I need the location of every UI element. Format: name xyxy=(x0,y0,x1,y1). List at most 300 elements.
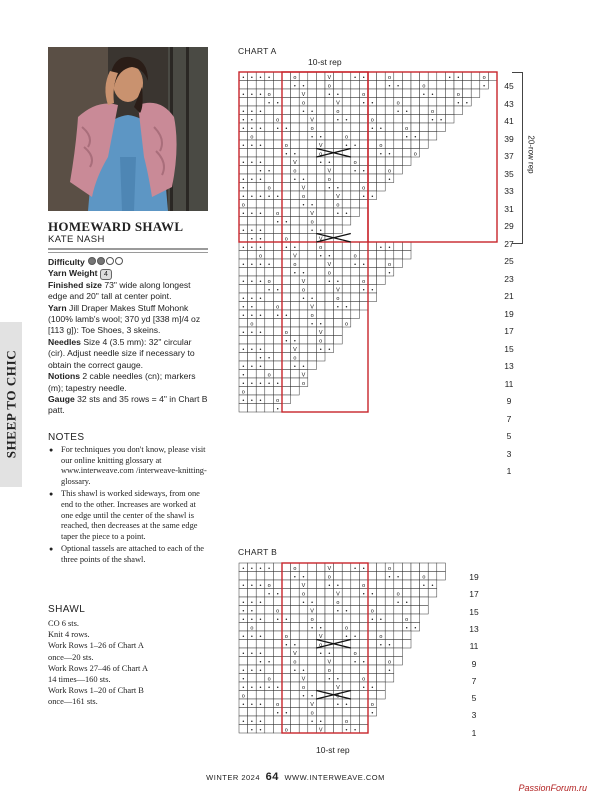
chart-b-symbol: V xyxy=(336,685,340,691)
chart-a-symbol: • xyxy=(268,194,271,200)
chart-b-symbol: • xyxy=(345,727,348,734)
chart-a-symbol: • xyxy=(319,160,322,166)
row-number: 11 xyxy=(504,378,514,389)
chart-b-cell xyxy=(359,665,368,674)
chart-a-cell xyxy=(273,149,282,158)
chart-a-symbol: • xyxy=(328,347,331,353)
chart-b-symbol: • xyxy=(319,719,322,725)
chart-a-cell xyxy=(377,115,386,124)
chart-a-cell xyxy=(359,106,368,115)
chart-a-cell xyxy=(342,157,351,166)
chart-a-symbol: • xyxy=(285,219,288,226)
chart-a-cell xyxy=(273,344,282,353)
chart-a-symbol: V xyxy=(336,287,340,294)
chart-b-cell xyxy=(265,708,274,717)
chart-a-symbol: • xyxy=(362,287,365,294)
chart-a-cell xyxy=(282,268,291,277)
chart-a-symbol: o xyxy=(267,372,271,379)
chart-a-cell xyxy=(368,183,377,192)
chart-b-symbol: • xyxy=(302,668,305,674)
chart-b-symbol: • xyxy=(302,693,305,700)
chart-b-cell xyxy=(282,580,291,589)
chart-a-cell xyxy=(299,259,308,268)
chart-a-cell xyxy=(411,81,420,90)
chart-b-cell xyxy=(273,716,282,725)
chart-b-cell xyxy=(377,648,386,657)
chart-a-cell xyxy=(342,242,351,251)
chart-a-cell xyxy=(265,115,274,124)
chart-a-cell xyxy=(273,259,282,268)
chart-a-cell xyxy=(428,81,437,90)
chart-b-cell xyxy=(411,572,420,581)
chart-b-cell xyxy=(325,708,334,717)
chart-a-symbol: • xyxy=(268,262,271,268)
chart-b-symbol: V xyxy=(301,583,306,589)
row-number: 31 xyxy=(504,203,514,214)
chart-b-symbol: o xyxy=(293,566,297,572)
chart-b-cell xyxy=(273,563,282,572)
chart-b-cell xyxy=(299,716,308,725)
chart-a-cell xyxy=(256,115,265,124)
chart-a-symbol: • xyxy=(457,75,460,81)
chart-b-cell xyxy=(420,606,429,615)
chart-a-cell xyxy=(377,98,386,107)
chart-a-symbol: • xyxy=(242,228,245,234)
row-number: 21 xyxy=(504,291,514,301)
chart-b-cell xyxy=(316,563,325,572)
chart-a-cell xyxy=(256,132,265,141)
chart-b-cell xyxy=(359,725,368,734)
chart-a-symbol: • xyxy=(388,245,391,251)
chart-a-cell xyxy=(316,191,325,200)
chart-a-cell xyxy=(308,183,317,192)
chart-b-cell xyxy=(256,572,265,581)
chart-a-symbol: • xyxy=(328,279,331,285)
chart-b-cell xyxy=(299,640,308,649)
chart-a-symbol: • xyxy=(250,313,253,319)
chart-a-symbol: • xyxy=(354,168,357,175)
chart-a-cell xyxy=(437,123,446,132)
chart-b-symbol: • xyxy=(259,600,262,606)
chart-a-cell xyxy=(351,310,360,319)
chart-a-symbol: • xyxy=(259,355,262,362)
chart-b-cell xyxy=(282,691,291,700)
chart-b-cell xyxy=(316,682,325,691)
row-number: 15 xyxy=(504,343,514,354)
row-number: 41 xyxy=(504,116,514,126)
chart-a-cell xyxy=(299,115,308,124)
chart-b-symbol: • xyxy=(250,702,253,708)
chart-a-cell xyxy=(394,166,403,175)
chart-b-cell xyxy=(411,597,420,606)
row-number: 11 xyxy=(469,641,479,652)
chart-b-cell xyxy=(273,640,282,649)
chart-a-cell xyxy=(316,81,325,90)
chart-a-symbol: • xyxy=(379,151,382,158)
chart-a-cell xyxy=(316,268,325,277)
chart-a-cell xyxy=(368,157,377,166)
chart-a-cell xyxy=(256,404,265,413)
chart-a-symbol: • xyxy=(242,372,245,379)
chart-b-symbol: • xyxy=(242,608,245,615)
chart-a-cell xyxy=(325,242,334,251)
chart-a-symbol: • xyxy=(242,211,245,217)
instruction-line: Work Rows 27–46 of Chart A xyxy=(48,663,149,673)
chart-b-symbol: • xyxy=(354,727,357,734)
chart-a-symbol: o xyxy=(241,389,245,396)
chart-a-symbol: • xyxy=(319,321,322,328)
chart-a-cell xyxy=(265,361,274,370)
chart-a-cell xyxy=(273,72,282,81)
chart-b-cell xyxy=(351,665,360,674)
chart-a-cell xyxy=(334,242,343,251)
chart-a-symbol: • xyxy=(242,109,245,115)
row-number: 5 xyxy=(506,431,512,441)
chart-b-cell xyxy=(351,640,360,649)
chart-a-cell xyxy=(351,242,360,251)
chart-a-cell xyxy=(291,310,300,319)
chart-a-cell xyxy=(282,353,291,362)
chart-b-cell xyxy=(316,597,325,606)
row-number: 25 xyxy=(504,256,514,266)
chart-a-cell xyxy=(256,387,265,396)
chart-a-cell xyxy=(377,89,386,98)
chart-a-cell xyxy=(342,81,351,90)
chart-a-cell xyxy=(299,344,308,353)
chart-a-rep-label: 10-st rep xyxy=(308,57,342,67)
chart-a-symbol: o xyxy=(276,304,280,311)
chart-a-cell xyxy=(368,174,377,183)
chart-b-cell xyxy=(351,572,360,581)
chart-a-symbol: • xyxy=(302,364,305,370)
chart-a-cell xyxy=(402,98,411,107)
chart-b-cell xyxy=(394,563,403,572)
chart-a-cell xyxy=(291,106,300,115)
chart-a-symbol: • xyxy=(293,245,296,251)
chart-a-symbol: • xyxy=(354,75,357,81)
chart-b-cell xyxy=(351,597,360,606)
chart-a-cell xyxy=(265,327,274,336)
chart-a-cell xyxy=(325,293,334,302)
chart-a-symbol: • xyxy=(242,279,245,285)
chart-a-cell xyxy=(273,361,282,370)
chart-a-cell xyxy=(359,174,368,183)
chart-a-symbol: o xyxy=(405,126,409,132)
chart-a-symbol: • xyxy=(336,185,339,192)
chart-b-cell xyxy=(368,631,377,640)
chart-a-cell xyxy=(282,115,291,124)
chart-a-symbol: • xyxy=(302,202,305,209)
chart-b-symbol: • xyxy=(285,642,288,649)
chart-a-cell xyxy=(265,157,274,166)
chart-a-cell xyxy=(308,336,317,345)
chart-a-cell xyxy=(377,166,386,175)
chart-a-symbol: o xyxy=(301,381,306,387)
chart-a-cell xyxy=(394,157,403,166)
chart-a-symbol: o xyxy=(293,168,297,175)
chart-b-symbol: • xyxy=(259,634,262,640)
chart-a-cell xyxy=(256,183,265,192)
chart-a-cell xyxy=(273,140,282,149)
chart-b-cell xyxy=(248,691,257,700)
chart-a-cell xyxy=(282,106,291,115)
chart-a-cell xyxy=(265,293,274,302)
chart-a-cell xyxy=(368,72,377,81)
chart-b-cell xyxy=(256,691,265,700)
chart-b-cell xyxy=(291,674,300,683)
chart-a-cell xyxy=(239,217,248,226)
chart-a-cell xyxy=(368,149,377,158)
chart-a-cell xyxy=(316,208,325,217)
chart-a-symbol: • xyxy=(319,228,322,234)
chart-b-cell xyxy=(411,614,420,623)
row-number: 15 xyxy=(469,606,479,617)
chart-b-cell xyxy=(282,606,291,615)
chart-b-cell xyxy=(385,648,394,657)
shawl-heading: SHAWL xyxy=(48,604,86,615)
chart-b-cell xyxy=(385,597,394,606)
chart-b-cell xyxy=(394,648,403,657)
chart-b-cell xyxy=(351,674,360,683)
chart-a-cell xyxy=(334,140,343,149)
chart-b-symbol: • xyxy=(345,634,348,640)
chart-b-cell xyxy=(385,614,394,623)
chart-a-symbol: • xyxy=(319,253,322,260)
chart-a-cell xyxy=(394,123,403,132)
chart-a-cell xyxy=(308,353,317,362)
chart-a-cell xyxy=(299,217,308,226)
chart-a-cell xyxy=(282,208,291,217)
pattern-author: KATE NASH xyxy=(48,234,105,245)
instruction-line: Knit 4 rows. xyxy=(48,630,90,640)
chart-b-symbol: • xyxy=(362,659,365,666)
chart-b-cell xyxy=(359,691,368,700)
chart-b-cell xyxy=(359,614,368,623)
chart-a-symbol: • xyxy=(293,270,296,277)
row-number: 13 xyxy=(469,623,479,634)
chart-b-symbol: • xyxy=(242,719,245,725)
row-number: 9 xyxy=(506,396,512,406)
chart-a-symbol: o xyxy=(310,219,314,226)
chart-a-cell xyxy=(239,149,248,158)
chart-a-symbol: • xyxy=(259,313,262,319)
chart-a-symbol: • xyxy=(276,381,279,387)
row-number: 9 xyxy=(471,658,477,669)
chart-a-cell xyxy=(248,336,257,345)
chart-a-cell xyxy=(334,174,343,183)
chart-b-symbol: • xyxy=(293,574,296,581)
chart-a-cell xyxy=(239,268,248,277)
chart-a-cell xyxy=(377,72,386,81)
chart-a-cell xyxy=(308,140,317,149)
chart-a-cell xyxy=(325,98,334,107)
chart-a-symbol: • xyxy=(328,92,331,98)
chart-b-cell xyxy=(334,572,343,581)
chart-a-cell xyxy=(265,200,274,209)
chart-a-symbol: o xyxy=(267,185,271,192)
chart-b-cell xyxy=(377,674,386,683)
chart-b-cell xyxy=(334,623,343,632)
chart-a-cell xyxy=(368,268,377,277)
chart-a-symbol: • xyxy=(250,245,253,251)
chart-a-cell xyxy=(273,200,282,209)
chart-b-cell xyxy=(239,589,248,598)
chart-a-cell xyxy=(299,242,308,251)
chart-a-cell xyxy=(308,149,317,158)
chart-b-cell xyxy=(265,691,274,700)
chart-a-cell xyxy=(437,106,446,115)
chart-b-cell xyxy=(308,725,317,734)
chart-a-cell xyxy=(325,132,334,141)
chart-a-symbol: • xyxy=(250,211,253,217)
chart-b-symbol: o xyxy=(405,617,409,623)
chart-a-cell xyxy=(471,72,480,81)
chart-a-cell xyxy=(316,89,325,98)
chart-a-symbol: • xyxy=(285,245,288,251)
chart-b-cell xyxy=(239,708,248,717)
chart-a-symbol: • xyxy=(336,279,339,285)
chart-a-cell xyxy=(299,166,308,175)
chart-a-symbol: • xyxy=(259,211,262,217)
chart-b-symbol: • xyxy=(354,659,357,666)
chart-b-cell xyxy=(385,631,394,640)
chart-a-cell xyxy=(273,242,282,251)
chart-b-symbol: o xyxy=(336,693,340,700)
chart-a-symbol: • xyxy=(250,381,253,387)
chart-a-cell xyxy=(299,251,308,260)
chart-b-cell xyxy=(368,597,377,606)
chart-b-cell xyxy=(420,597,429,606)
chart-a-symbol: o xyxy=(344,134,349,141)
chart-a-cell xyxy=(299,310,308,319)
chart-a-cell xyxy=(394,149,403,158)
chart-a-symbol: o xyxy=(284,330,288,336)
chart-a-symbol: • xyxy=(431,117,434,124)
chart-b-cell xyxy=(291,716,300,725)
chart-b-symbol: • xyxy=(250,600,253,606)
chart-b-symbol: • xyxy=(311,625,314,632)
chart-a-cell xyxy=(282,395,291,404)
chart-b-symbol: • xyxy=(259,659,262,666)
chart-b-cell xyxy=(256,589,265,598)
chart-a-cell xyxy=(428,123,437,132)
chart-b-cell xyxy=(359,708,368,717)
chart-b-symbol: o xyxy=(267,676,271,683)
chart-a-cell xyxy=(265,395,274,404)
chart-b-cell xyxy=(428,589,437,598)
chart-a-symbol: o xyxy=(336,202,340,209)
chart-b-symbol: • xyxy=(319,651,322,657)
chart-a-cell xyxy=(239,234,248,243)
chart-a-cell xyxy=(411,89,420,98)
chart-a-cell xyxy=(282,344,291,353)
chart-a-cell xyxy=(325,115,334,124)
chart-b-cell xyxy=(316,589,325,598)
chart-b-cell xyxy=(256,640,265,649)
chart-a-cell xyxy=(308,191,317,200)
chart-a-cell xyxy=(334,72,343,81)
chart-a-cell xyxy=(316,200,325,209)
chart-a-cell xyxy=(359,115,368,124)
chart-a-symbol: o xyxy=(293,75,297,81)
chart-a-cell xyxy=(308,327,317,336)
chart-a-cell xyxy=(316,123,325,132)
chart-a-symbol: • xyxy=(293,151,296,158)
chart-a-symbol: • xyxy=(302,109,305,115)
chart-b-cell xyxy=(351,606,360,615)
chart-a-cell xyxy=(359,302,368,311)
chart-a-cell xyxy=(248,268,257,277)
chart-a-symbol: • xyxy=(242,75,245,81)
chart-a-symbol: • xyxy=(250,304,253,311)
chart-b-symbol: o xyxy=(293,659,297,666)
chart-a-cell xyxy=(291,217,300,226)
chart-b-rep-label: 10-st rep xyxy=(316,745,350,755)
chart-b-cell xyxy=(342,682,351,691)
chart-a-cell xyxy=(325,310,334,319)
chart-a-cell xyxy=(420,72,429,81)
chart-b-cell xyxy=(342,708,351,717)
chart-a-cell xyxy=(282,370,291,379)
chart-a-symbol: • xyxy=(345,143,348,149)
chart-b-cell xyxy=(377,563,386,572)
chart-a-cell xyxy=(256,268,265,277)
chart-a-symbol: • xyxy=(336,304,339,311)
chart-a-cell xyxy=(308,285,317,294)
chart-a-symbol: • xyxy=(259,75,262,81)
chart-a-cell xyxy=(325,123,334,132)
chart-a-cell xyxy=(282,302,291,311)
chart-b-cell xyxy=(420,589,429,598)
chart-b-cell xyxy=(308,589,317,598)
chart-a-cell xyxy=(316,174,325,183)
chart-a-cell xyxy=(265,251,274,260)
chart-a-cell xyxy=(325,140,334,149)
chart-a-symbol: • xyxy=(397,83,400,90)
chart-a-cell xyxy=(256,200,265,209)
chart-a-cell xyxy=(368,293,377,302)
chart-a-cell xyxy=(291,208,300,217)
chart-a-cell xyxy=(308,174,317,183)
chart-a-cell xyxy=(256,336,265,345)
chart-b-cell xyxy=(385,674,394,683)
chart-b-cell xyxy=(316,606,325,615)
chart-a-symbol: • xyxy=(250,160,253,166)
chart-b-symbol: o xyxy=(327,668,331,674)
chart-a-cell xyxy=(273,353,282,362)
chart-a-cell xyxy=(411,106,420,115)
chart-a-cell xyxy=(394,89,403,98)
chart-a-symbol: • xyxy=(388,177,391,183)
chart-a-cell xyxy=(316,166,325,175)
chart-a-cell xyxy=(359,157,368,166)
chart-a-cell xyxy=(308,259,317,268)
chart-b-cell xyxy=(291,623,300,632)
chart-b-symbol: V xyxy=(301,676,306,683)
instruction-line: 14 times—160 sts. xyxy=(48,675,111,685)
chart-b-cell xyxy=(265,623,274,632)
chart-a-cell xyxy=(273,157,282,166)
chart-a-symbol: o xyxy=(276,211,280,217)
chart-b-cell xyxy=(437,572,446,581)
chart-b-cell xyxy=(342,614,351,623)
chart-a-cell xyxy=(282,276,291,285)
chart-a-cell xyxy=(291,387,300,396)
chart-b-cell xyxy=(351,623,360,632)
chart-b-symbol: • xyxy=(311,600,314,606)
chart-a-cell xyxy=(351,191,360,200)
chart-a-cell xyxy=(273,327,282,336)
